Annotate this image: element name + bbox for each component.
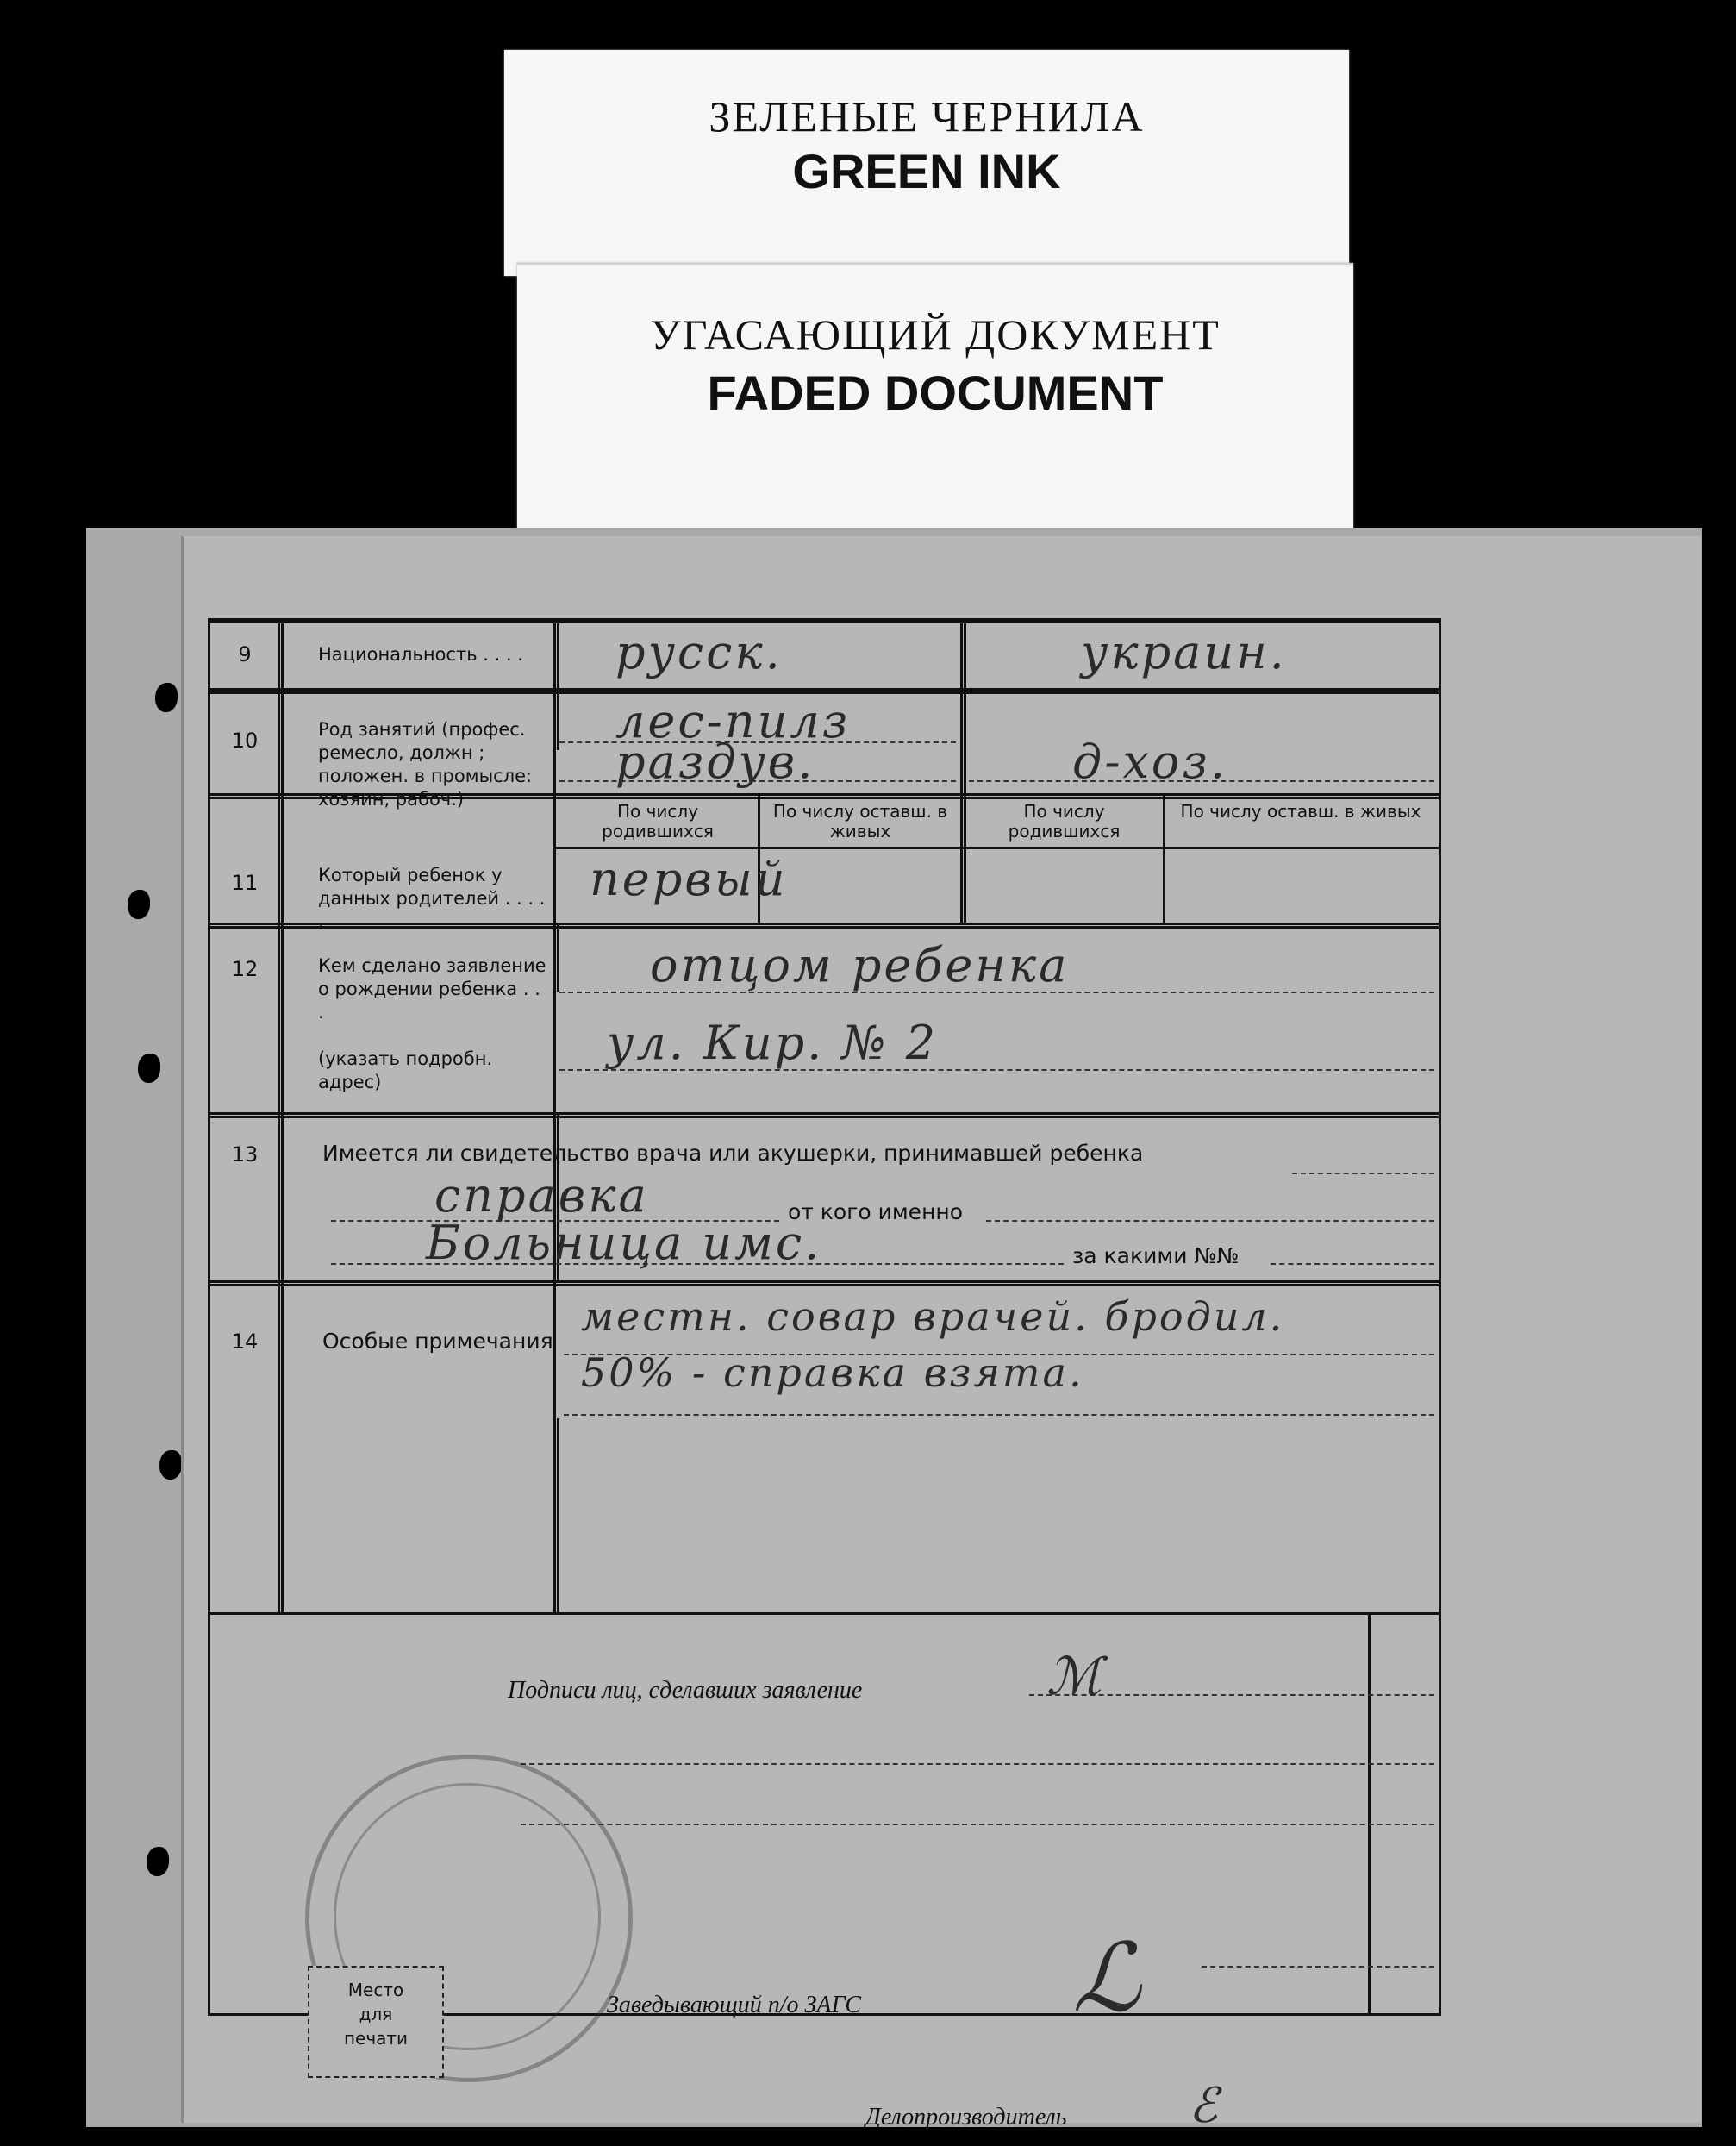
fill-line <box>1271 1263 1434 1265</box>
punch-hole <box>155 683 178 712</box>
col-divider <box>557 1418 559 1612</box>
row-number-13: 13 <box>231 1142 259 1167</box>
clerk-label: Делопроизводитель <box>865 2104 1067 2130</box>
faded-ru: УГАСАЮЩИЙ ДОКУМЕНТ <box>650 310 1221 359</box>
form-frame <box>208 618 1441 2134</box>
declarant-signature-icon: ℳ <box>1046 1647 1105 1707</box>
green-ink-ru: ЗЕЛЕНЫЕ ЧЕРНИЛА <box>709 92 1145 141</box>
faded-document-notice <box>517 263 1353 528</box>
row-line <box>210 688 1439 691</box>
col-divider <box>1163 793 1165 923</box>
row-number-9: 9 <box>238 642 252 666</box>
head-signature-icon: ℒ <box>1072 1923 1144 2033</box>
row-line <box>210 1284 1439 1286</box>
document-sheet <box>86 528 1702 2134</box>
mother-born-sub: По числу родившихся <box>1008 801 1121 842</box>
nationality-mother-hw: украин. <box>1081 625 1287 679</box>
child-order-label: Который ребенок у данных родителей . . . . . <box>318 865 546 932</box>
stamp-place-line: для <box>359 2004 393 2024</box>
row-line <box>210 1612 1439 1615</box>
address-label: (указать подробн. адрес) <box>318 1048 493 1092</box>
nationality-label: Национальность . . . . <box>318 644 523 665</box>
from-whom-hw: Больница имс. <box>426 1216 822 1270</box>
green-ink-notice <box>504 50 1349 276</box>
form-page <box>181 536 1701 2134</box>
fill-line <box>1292 1173 1434 1174</box>
row-line <box>210 1116 1439 1118</box>
father-alive-sub: По числу оставш. в живых <box>772 801 948 842</box>
row-line <box>555 847 1439 849</box>
punch-hole <box>128 890 150 919</box>
fill-line <box>1202 1966 1434 1968</box>
occupation-father-hw-1: лес-пилз <box>615 694 851 748</box>
fill-line <box>564 1414 1434 1416</box>
col-divider <box>557 621 559 750</box>
punch-hole <box>147 1847 169 1876</box>
punch-hole <box>159 1450 182 1480</box>
fill-line <box>521 1763 1434 1765</box>
row-line <box>210 1112 1439 1115</box>
remarks-label: Особые примечания <box>322 1329 553 1354</box>
fill-line <box>986 1220 1434 1222</box>
row-line <box>210 621 1439 623</box>
mother-alive-sub: По числу оставш. в живых <box>1180 801 1421 822</box>
col-divider <box>964 621 966 923</box>
row-number-10: 10 <box>231 729 259 753</box>
clerk-signature-icon: ℰ <box>1189 2078 1221 2134</box>
signatures-label: Подписи лиц, сделавших заявление <box>508 1677 863 1704</box>
fill-line <box>521 1824 1434 1825</box>
faded-en: FADED DOCUMENT <box>707 366 1164 420</box>
col-divider <box>557 923 559 992</box>
stamp-place-box <box>308 1966 444 2078</box>
which-numbers-label: за какими №№ <box>1072 1243 1240 1268</box>
row-number-14: 14 <box>231 1330 259 1354</box>
col-divider <box>1368 1612 1371 2013</box>
green-ink-en: GREEN INK <box>792 144 1061 198</box>
col-divider <box>960 621 963 923</box>
row-number-12: 12 <box>231 957 259 981</box>
address-hw: ул. Кир. № 2 <box>607 1016 939 1070</box>
father-born-sub: По числу родившихся <box>602 801 714 842</box>
certificate-hw: справка <box>434 1168 649 1223</box>
stamp-place-line: печати <box>343 2028 409 2049</box>
declarant-label: Кем сделано заявление о рождении ребенка . . . <box>318 955 546 1023</box>
nationality-father-hw: русск. <box>615 625 783 679</box>
row-number-11: 11 <box>231 871 259 895</box>
occupation-father-hw-2: раздув. <box>615 735 815 789</box>
from-whom-label: от кого именно <box>788 1199 964 1224</box>
remarks-hw-1: местн. совар врачей. бродил. <box>581 1293 1285 1340</box>
registry-head-label: Заведывающий п/о ЗАГС <box>607 1992 862 2018</box>
punch-hole <box>138 1054 160 1083</box>
occupation-mother-hw: д-хоз. <box>1072 735 1228 789</box>
child-order-hw: первый <box>590 852 788 906</box>
row-line <box>210 1280 1439 1283</box>
remarks-hw-2: 50% - справка взята. <box>581 1349 1084 1396</box>
stamp-place-line: Место <box>347 1980 404 2000</box>
certificate-label: Имеется ли свидетельство врача или акушерки, принимавшей ребенка <box>322 1141 1144 1166</box>
declarant-hw: отцом ребенка <box>650 938 1070 992</box>
occupation-label: Род занятий (профес. ремесло, должн ; положен. в промысле: хозяин, рабоч.) <box>318 719 533 810</box>
